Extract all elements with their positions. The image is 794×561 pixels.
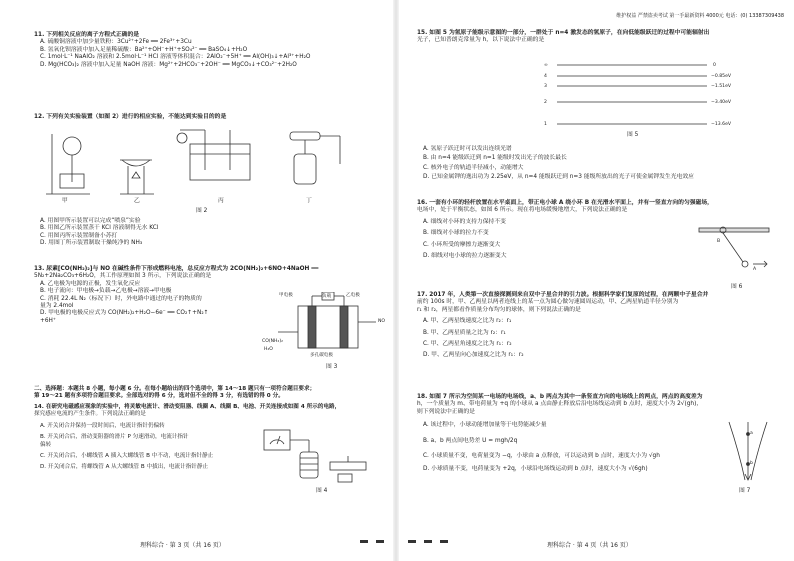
q13-option-d: D. 甲电极的电极反应式为 CO(NH₂)₂+H₂O−6e⁻ ══ CO₂↑+N₂↑ bbox=[40, 310, 209, 317]
fig3-label-load: 负载 bbox=[322, 294, 332, 299]
question-12-options bbox=[34, 218, 158, 248]
q15-stem-2: 光子，已知普朗克常量为 h，以下说法中正确的是 bbox=[417, 37, 545, 44]
q12-option-d: D. 用图丁所示装置制取干燥纯净的 NH₃ bbox=[40, 240, 143, 247]
q14-option-b: B. 开关闭合后，滑动变阻器的滑片 P 匀速滑动，电流计指针 bbox=[40, 434, 189, 441]
level-n-2: 2 bbox=[544, 100, 547, 105]
fig7-caption: 图 7 bbox=[739, 488, 751, 494]
q18-option-a: A. 该过程中，小球动能增加量等于电势能减少量 bbox=[423, 422, 547, 429]
right-page-footer: 理科综合 · 第 4 页（共 16 页） bbox=[547, 542, 632, 549]
q18-option-d: D. 小球质量不变，电荷量变为 +2q，小球沿电场线运动到 b 点时，速度大小为 √(6gh) bbox=[423, 466, 648, 473]
level-n-1: 1 bbox=[544, 122, 547, 127]
q11-option-d: D. Mg(HCO₃)₂ 溶液中加入足量 NaOH 溶液：Mg²⁺+2HCO₃⁻+2OH⁻ ══ MgCO₃↓+CO₃²⁻+2H₂O bbox=[40, 61, 297, 68]
fig6-label-b: B bbox=[717, 239, 721, 244]
question-16 bbox=[417, 200, 713, 260]
q18-stem-3: 则下列说法中正确的是 bbox=[417, 408, 475, 415]
figure-5-energy-levels bbox=[547, 62, 727, 128]
q17-option-b: B. 甲、乙两星质量之比为 r₂：r₁ bbox=[423, 329, 506, 336]
fig2-label-yi: 乙 bbox=[134, 198, 140, 204]
q18-option-b: B. a、b 两点间电势差 U = mgh/2q bbox=[423, 437, 518, 444]
fig3-caption: 图 3 bbox=[326, 364, 338, 370]
level-e-2: −3.40eV bbox=[711, 100, 732, 105]
question-12-stem bbox=[34, 114, 226, 121]
q13-option-a: A. 乙电极为电源的正极，发生氧化反应 bbox=[40, 280, 141, 287]
q15-option-d: D. 已知金属钾的逸出功为 2.25eV，从 n=4 能级跃迁到 n=3 能级所放出的光子可使金属钾发生光电效应 bbox=[423, 174, 694, 181]
q14-option-a: A. 开关闭合并保持一段时间后，电流计指针仍偏转 bbox=[40, 422, 165, 429]
level-n-3: 3 bbox=[544, 84, 547, 89]
q14-option-d: D. 开关闭合后，将螺线管 A 从大螺线管 B 中拔出，电流计指针静止 bbox=[40, 464, 209, 471]
fig3-label-porous-carbon: 多孔碳电极 bbox=[310, 353, 333, 358]
q11-option-a: A. 硫酸铜溶液中加少量铁粉：3Cu²⁺+2Fe ══ 2Fe³⁺+3Cu bbox=[40, 39, 192, 46]
q16-stem-2: 电场中，处于平衡状态，如图 6 所示。现在将电场缓慢地增大，下列说法正确的是 bbox=[417, 207, 628, 214]
level-n-inf: ∞ bbox=[544, 63, 548, 68]
q12-option-b: B. 用图乙所示装置蒸干 KCl 溶液制得无水 KCl bbox=[40, 225, 159, 232]
question-15-options bbox=[417, 144, 694, 182]
q14-option-c: C. 开关闭合后，小螺线管 A 插入大螺线管 B 中不动，电流计指针静止 bbox=[40, 453, 214, 460]
fig3-label-no: NO bbox=[378, 319, 386, 324]
q15-stem: 15. 如图 5 为氢原子能级示意图的一部分，一群处于 n=4 激发态的氢原子，在向低能级跃迁的过程中可能辐射出 bbox=[417, 30, 710, 36]
figure-3-fuel-cell bbox=[278, 292, 378, 356]
q17-option-c: C. 甲、乙两星角速度之比为 r₁：r₂ bbox=[423, 341, 512, 348]
q16-option-a: A. 细线对小环的支持力保持不变 bbox=[423, 218, 506, 225]
q16-option-b: B. 细线对小球的拉力不变 bbox=[423, 230, 489, 237]
q17-stem-2: 前约 100s 时，甲、乙两星以两者连线上的某一点为圆心做匀速圆周运动，甲、乙两星轨道半径分别为 bbox=[417, 299, 679, 306]
q15-option-c: C. 核外电子的轨道半径减小，动能增大 bbox=[423, 164, 524, 171]
question-17 bbox=[417, 292, 708, 360]
section-2-line-2: 第 19～21 题有多项符合题目要求。全部选对的得 6 分，选对但不全的得 3 分，有选错的得 0 分。 bbox=[34, 393, 284, 400]
question-11 bbox=[34, 32, 310, 69]
q13-option-b: B. 电子流向：甲电极→负载→乙电极→溶液→甲电极 bbox=[40, 288, 172, 295]
q14-stem: 14. 在研究电磁感应现象的实验中，将灵敏电流计、滑动变阻器、线圈 A、线圈 B、电池、开关连接成如图 4 所示的电路， bbox=[34, 404, 341, 410]
fig3-label-water: H₂O bbox=[264, 347, 273, 352]
q15-option-b: B. 由 n=4 能级跃迁到 n=1 能级时发出光子的波长最长 bbox=[423, 155, 567, 162]
q17-stem: 17. 2017 年，人类第一次直接探测到来自双中子星合并的引力波。根据科学家们复原的过程，在两颗中子星合并 bbox=[417, 292, 709, 298]
fig3-label-urea: CO(NH₂)₂ bbox=[262, 339, 283, 344]
q12-option-c: C. 用图丙所示装置制备小苏打 bbox=[40, 232, 118, 239]
q11-option-b: B. 氢氧化钡溶液中加入足量稀硫酸：Ba²⁺+OH⁻+H⁺+SO₄²⁻ ══ BaSO₄↓+H₂O bbox=[40, 46, 248, 53]
fig6-label-a: A bbox=[753, 267, 757, 272]
figure-7-field-lines bbox=[723, 420, 773, 482]
q17-option-a: A. 甲、乙两星线速度之比为 r₂：r₁ bbox=[423, 318, 512, 325]
fig7-label-a: a bbox=[750, 431, 753, 436]
section-2-heading bbox=[34, 386, 315, 401]
figure-2-apparatus bbox=[40, 124, 360, 206]
footer-mark bbox=[376, 540, 384, 543]
level-e-1: −13.6eV bbox=[711, 122, 732, 127]
level-n-4: 4 bbox=[544, 74, 547, 79]
left-page-footer: 理科综合 · 第 3 页（共 16 页） bbox=[140, 542, 225, 549]
fig2-label-jia: 甲 bbox=[62, 198, 68, 204]
question-15-stem bbox=[417, 30, 709, 45]
level-e-4: −0.85eV bbox=[711, 74, 732, 79]
q12-option-a: A. 用图甲所示装置可以完成“喷泉”实验 bbox=[40, 218, 141, 224]
q16-option-c: C. 小环所受的摩擦力逐渐变大 bbox=[423, 241, 501, 248]
q18-stem: 18. 如图 7 所示为空间某一电场的电场线，a、b 两点为其中一条竖直方向的电场线上的两点，两点的高度差为 bbox=[417, 394, 703, 400]
q18-stem-2: h，一个质量为 m、带电荷量为 +q 的小球从 a 点由静止释放后沿电场线运动到 b 点时，速度大小为 2√(gh)， bbox=[417, 401, 703, 408]
q16-stem: 16. 一套有小环的轻杆放置在水平桌面上，带正电小球 A 绕小环 B 在光滑水平面上，并有一竖直方向的匀强磁场， bbox=[417, 200, 713, 206]
fig2-label-ding: 丁 bbox=[306, 198, 312, 204]
footer-mark bbox=[360, 540, 368, 543]
q17-stem-3: r₁ 和 r₂，两星都看作质量分布均匀的球体，则下列说法正确的是 bbox=[417, 306, 581, 313]
section-2-line-1: 二、选择题：本题共 8 小题，每小题 6 分。在每小题给出的四个选项中，第 14～18 题只有一项符合题目要求； bbox=[34, 386, 316, 392]
fig6-caption: 图 6 bbox=[731, 284, 743, 290]
q13-stem: 13. 尿素[CO(NH₂)₂]与 NO 在碱性条件下形成燃料电池，总反应方程式为 2CO(NH₂)₂+6NO+4NaOH ══ bbox=[34, 266, 319, 272]
q15-option-a: A. 氢原子跃迁时可以发出连续光谱 bbox=[423, 146, 512, 152]
fig4-caption: 图 4 bbox=[316, 488, 328, 494]
q13-option-d-2: +6H⁺ bbox=[40, 317, 56, 324]
question-13 bbox=[34, 266, 318, 325]
question-18 bbox=[417, 394, 703, 474]
q13-option-c: C. 消耗 22.4L N₂（标况下）时，外电路中通过的电子的物质的 bbox=[40, 295, 202, 302]
fig7-label-b: b bbox=[750, 461, 753, 466]
q17-option-d: D. 甲、乙两星向心加速度之比为 r₁：r₂ bbox=[423, 352, 524, 359]
fig2-caption: 图 2 bbox=[196, 208, 208, 214]
q11-stem: 11. 下列相关反应的离子方程式正确的是 bbox=[34, 32, 140, 38]
q13-stem-2: 5N₂+2Na₂CO₃+6H₂O，其工作原理如图 3 所示，下列说法正确的是 bbox=[34, 273, 212, 280]
figure-4-induction-circuit bbox=[260, 428, 380, 486]
right-page bbox=[397, 0, 794, 561]
fig3-label-anode: 甲电极 bbox=[279, 293, 293, 298]
q14-stem-2: 探究感应电流的产生条件。下列说法正确的是 bbox=[34, 411, 146, 418]
fig2-label-bing: 丙 bbox=[218, 198, 224, 204]
fig5-caption: 图 5 bbox=[627, 132, 639, 138]
figure-6-rod-ball bbox=[693, 222, 773, 282]
level-e-3: −1.51eV bbox=[711, 84, 732, 89]
q13-option-c-2: 量为 2.4mol bbox=[40, 303, 74, 310]
fig3-label-cathode: 乙电极 bbox=[346, 293, 360, 298]
level-e-inf: 0 bbox=[713, 63, 716, 68]
q16-option-d: D. 细线对电小球的拉力逐渐变大 bbox=[423, 253, 507, 260]
header-notice: 维护权益 严禁盗卖考试 第一手最新资料 4000元 电话：(0) 13387309438 bbox=[616, 13, 784, 19]
q14-option-b-2: 偏转 bbox=[40, 441, 52, 448]
q12-stem: 12. 下列有关实验装置（如图 2）进行的相应实验，不能达到实验目的的是 bbox=[34, 114, 227, 120]
q11-option-c: C. 1mol·L⁻¹ NaAlO₂ 溶液和 2.5mol·L⁻¹ HCl 溶液等体积混合：2AlO₂⁻+5H⁺ ══ Al(OH)₃↓+Al³⁺+H₂O bbox=[40, 54, 311, 61]
q18-option-c: C. 小球质量不变，电荷量变为 −q，小球由 a 点释放，可以运动到 b 点时，速度大小为 √gh bbox=[423, 453, 660, 460]
